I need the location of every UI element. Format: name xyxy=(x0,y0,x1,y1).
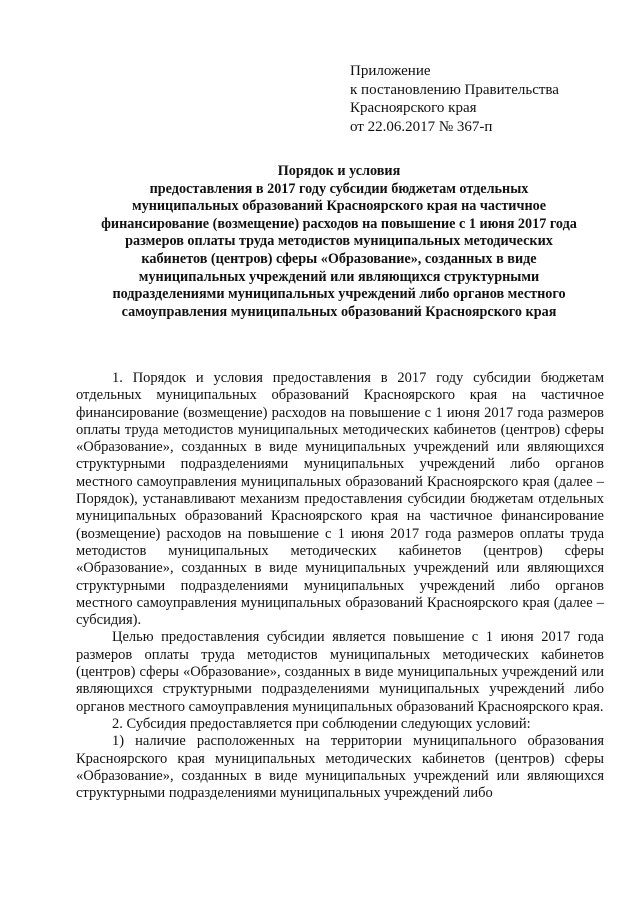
title-line: муниципальных образований Красноярского края на частичное xyxy=(131,198,547,215)
title-line: муниципальных учреждений или являющихся структурными xyxy=(138,268,540,285)
appendix-line: от 22.06.2017 № 367-п xyxy=(350,118,493,135)
title-line: кабинетов (центров) сферы «Образование», созданных в виде xyxy=(141,250,537,267)
document-body xyxy=(76,370,604,802)
title-line: подразделениями муниципальных учреждений либо органов местного xyxy=(112,286,566,303)
body-paragraph: 1) наличие расположенных на территории муниципального образования Красноярского края муниципальных методических кабинетов (центров) сферы «Образование», созданных в виде муниципальных учреждений или являющихся структурными подразделениями муниципальных учреждений либо xyxy=(76,733,604,802)
appendix-line: Красноярского края xyxy=(350,100,477,116)
body-paragraph: 2. Субсидия предоставляется при соблюдении следующих условий: xyxy=(112,715,531,732)
appendix-line: Приложение xyxy=(350,63,431,79)
title-line: размеров оплаты труда методистов муниципальных методических xyxy=(125,233,553,250)
title-line: финансирование (возмещение) расходов на повышение с 1 июня 2017 года xyxy=(101,215,577,232)
appendix-block xyxy=(350,62,559,136)
title-line: Порядок и условия xyxy=(277,163,401,179)
body-paragraph: Целью предоставления субсидии является повышение с 1 июня 2017 года размеров оплаты труда методистов муниципальных методических кабинетов (центров) сферы «Образование», созданных в виде муниципальных учреждений или являющихся структурными подразделениями муниципальных учреждений либо органов местного самоуправления муниципальных образований Красноярского края. xyxy=(76,629,604,715)
title-line: самоуправления муниципальных образований Красноярского края xyxy=(121,303,557,320)
body-paragraph: 1. Порядок и условия предоставления в 2017 году субсидии бюджетам отдельных муниципальных образований Красноярского края на частичное финансирование (возмещение) расходов на повышение с 1 июня 2017 года размеров оплаты труда методистов муниципальных методических кабинетов (центров) сферы «Образование», созданных в виде муниципальных учреждений или являющихся структурными подразделениями муниципальных учреждений либо органов местного самоуправления муниципальных образований Красноярского края (далее – Порядок), устанавливают механизм предоставления субсидии бюджетам отдельных муниципальных образований Красноярского края на частичное финансирование (возмещение) расходов на повышение с 1 июня 2017 года размеров оплаты труда методистов муниципальных методических кабинетов (центров) сферы «Образование», созданных в виде муниципальных учреждений или являющихся структурными подразделениями муниципальных учреждений либо органов местного самоуправления муниципальных образований Красноярского края (далее – субсидия). xyxy=(76,370,604,629)
title-line: предоставления в 2017 году субсидии бюджетам отдельных xyxy=(149,180,529,197)
appendix-line: к постановлению Правительства xyxy=(350,81,559,98)
document-title xyxy=(88,163,590,321)
